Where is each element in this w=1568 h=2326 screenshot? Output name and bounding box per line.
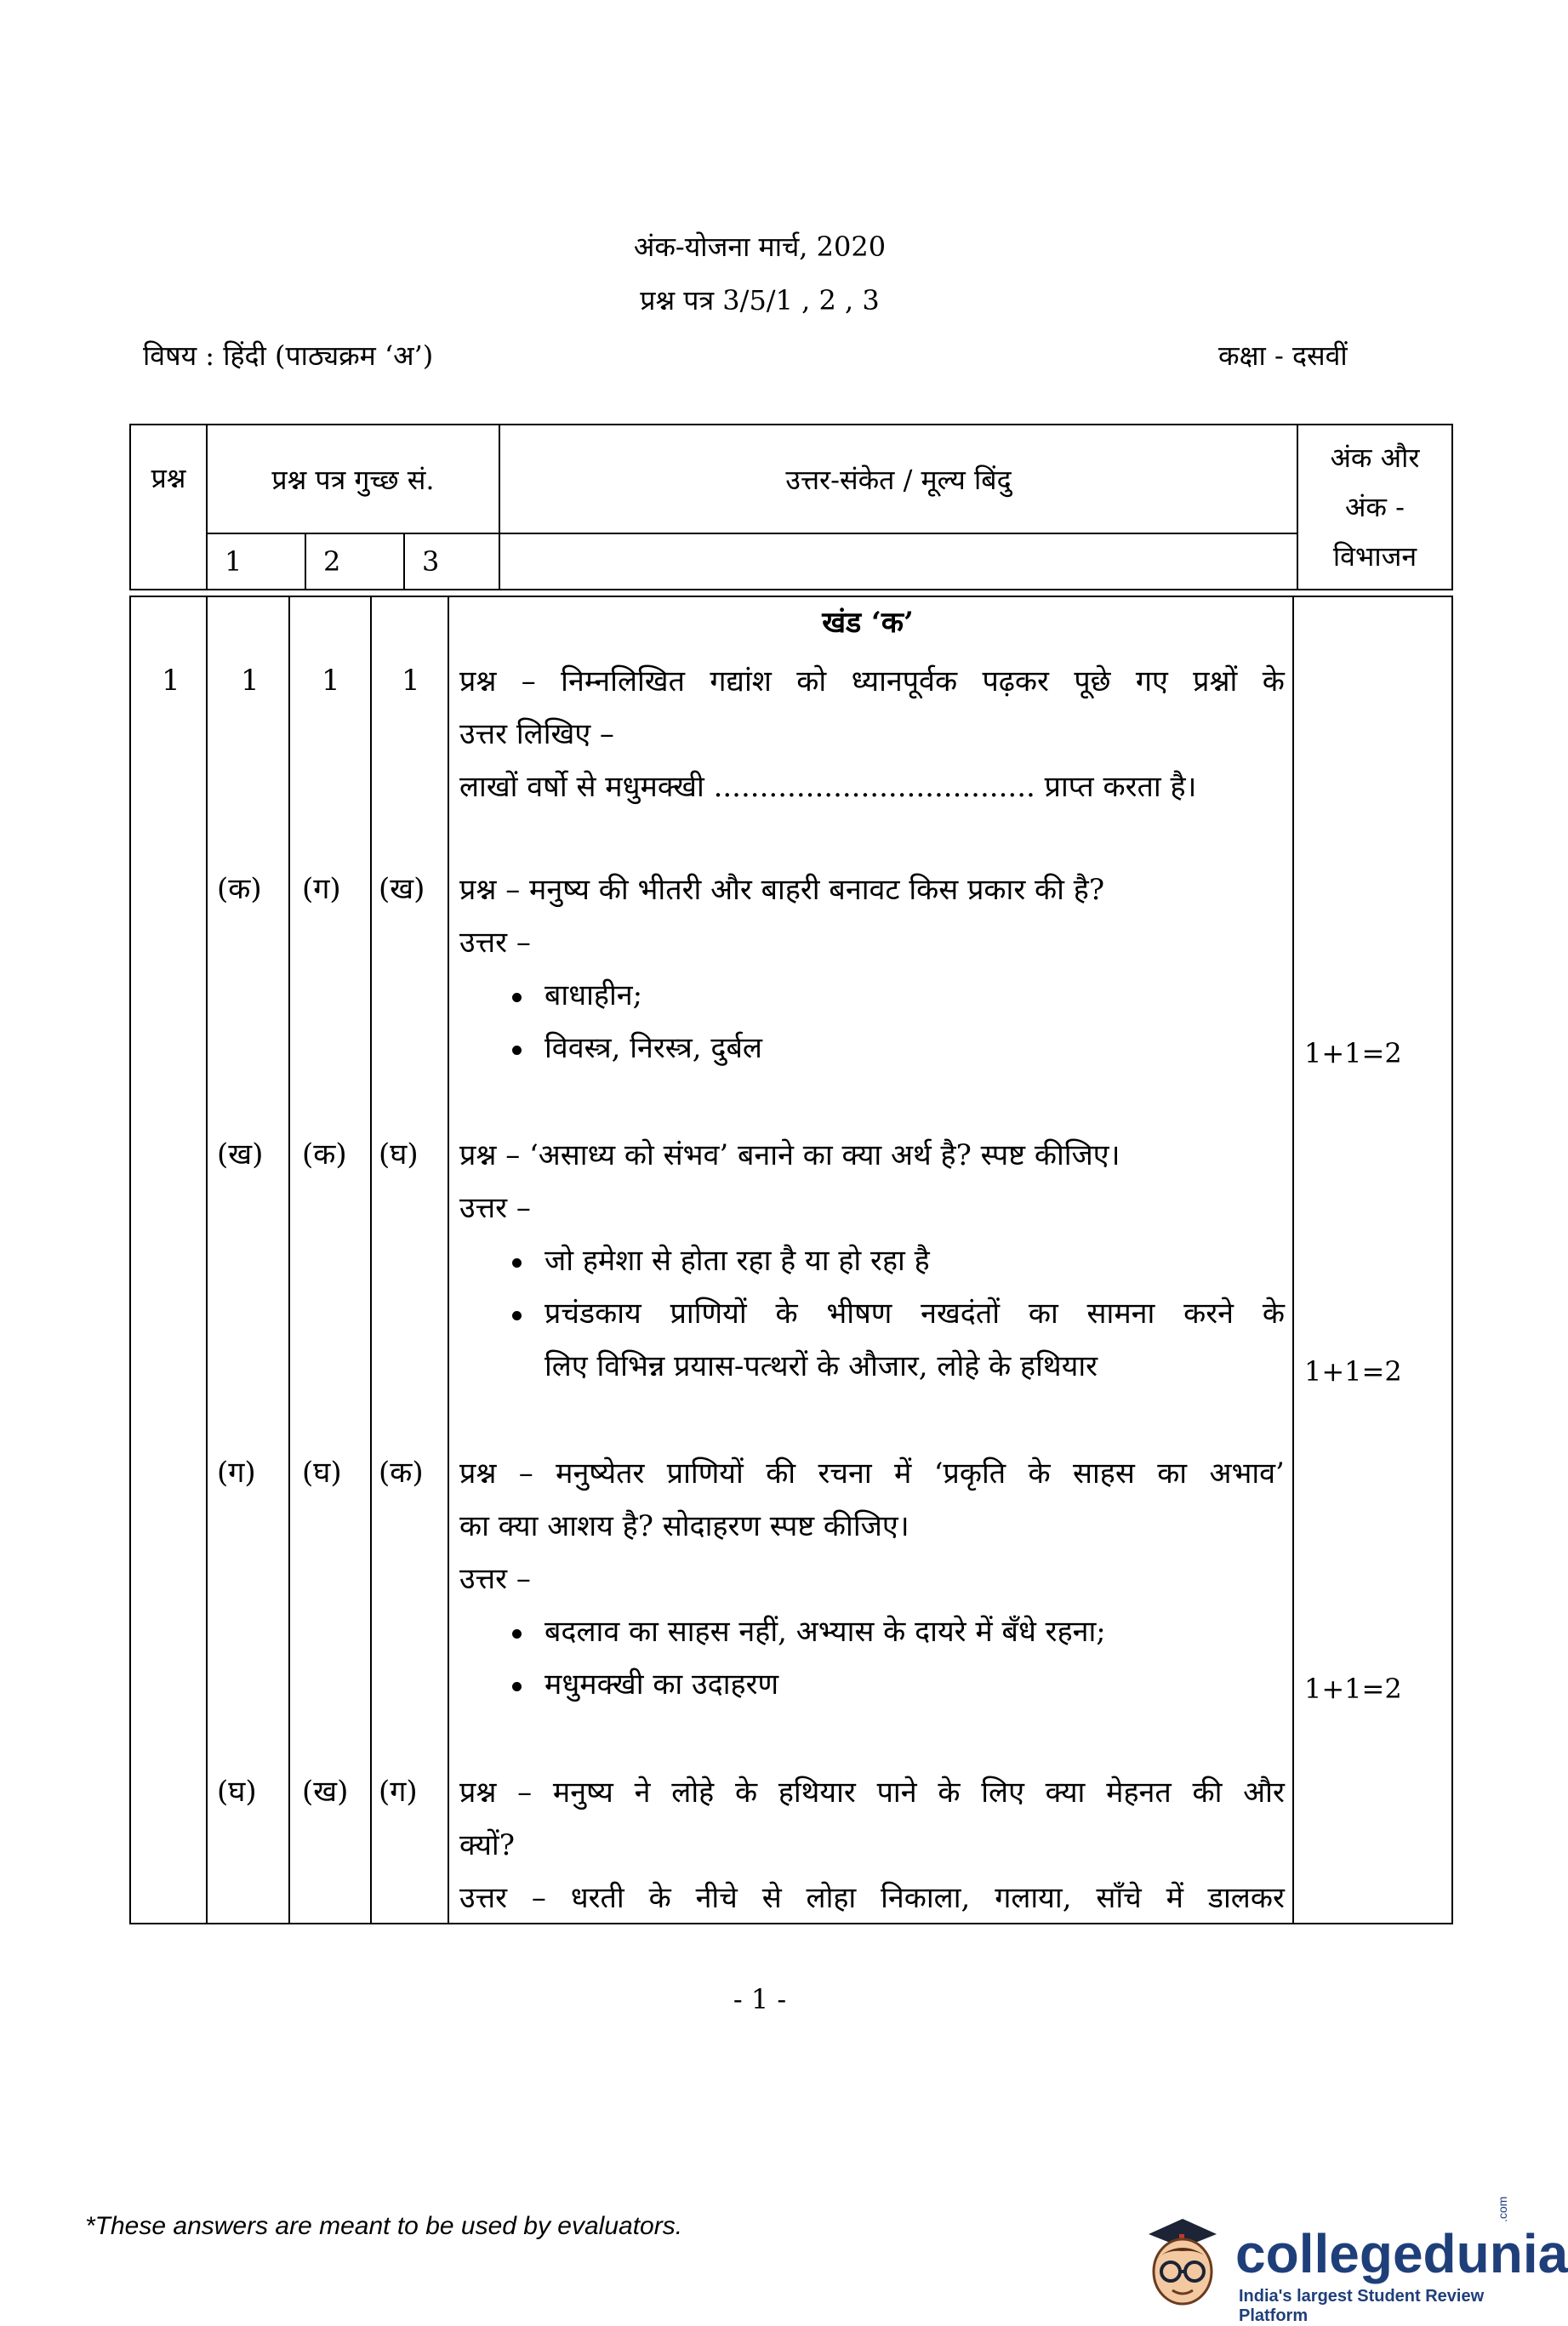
qa-marks: 1+1=2 [1304,1037,1402,1069]
q1-line3: लाखों वर्षो से मधुमक्खी ................................... प्राप्त करता है। [459,770,1197,804]
collegedunia-logo [1123,2196,1568,2325]
qc-question-line2: का क्या आशय है? सोदाहरण स्पष्ट कीजिए। [459,1509,909,1543]
q1-prompt [459,655,1285,813]
qa-set3: (ख) [379,872,425,906]
col-marks [1297,425,1452,590]
qc-question-line1: प्रश्न – मनुष्येतर प्राणियों की रचना में ‘प्रकृति के साहस का अभाव’ [459,1457,1285,1491]
qc-bullet-1: बदलाव का साहस नहीं, अभ्यास के दायरे में बँधे रहना; [459,1605,1285,1658]
set2-number: 1 [322,664,340,698]
page-number: - 1 - [733,1983,787,2015]
qd-set1: (घ) [217,1775,257,1809]
subject: विषय : हिंदी (पाठ्यक्रम ‘अ’) [143,339,434,372]
qa-block [459,864,1285,1075]
qc-marks: 1+1=2 [1304,1673,1402,1705]
col-question: प्रश्न [130,425,207,590]
qd-set2: (ख) [302,1775,349,1809]
set-col-3: 3 [404,533,499,590]
qb-bullet-2-line2: लिए विभिन्न प्रयास-पत्थरों के औजार, लोहे के हथियार [545,1349,1098,1383]
qa-bullet-1: बाधाहीन; [459,969,1285,1022]
qb-set3: (घ) [379,1137,419,1172]
qb-bullet-2-line1: प्रचंडकाय प्राणियों के भीषण नखदंतों का सामना करने के [545,1297,1285,1331]
qb-marks: 1+1=2 [1304,1355,1402,1388]
qd-answer-line: उत्तर – धरती के नीचे से लोहा निकाला, गलाया, साँचे में डालकर [459,1881,1285,1915]
class-label: कक्षा - दसवीं [1218,339,1348,372]
qc-block [459,1447,1285,1711]
section-heading: खंड ‘क’ [822,606,914,640]
qc-set1: (ग) [217,1456,256,1490]
qb-answer-label: उत्तर – [459,1191,531,1225]
col-set: प्रश्न पत्र गुच्छ सं. [207,425,499,533]
qd-set3: (ग) [379,1775,418,1809]
col-answer: उत्तर-संकेत / मूल्य बिंदु [499,425,1297,533]
qa-set1: (क) [217,872,262,906]
set1-number: 1 [241,664,259,698]
col-marks-line1: अंक और [1330,442,1420,474]
qb-question: प्रश्न – ‘असाध्य को संभव’ बनाने का क्या अर्थ है? स्पष्ट कीजिए। [459,1138,1120,1172]
set-col-1: 1 [207,533,305,590]
qc-bullet-2: मधुमक्खी का उदाहरण [459,1658,1285,1711]
col-marks-line2: अंक - [1344,491,1405,523]
paper-code: प्रश्न पत्र 3/5/1 , 2 , 3 [640,284,880,316]
qa-bullet-2: विवस्त्र, निरस्त्र, दुर्बल [459,1022,1285,1075]
logo-suffix: .com [1496,2196,1509,2222]
answer-subheader [499,533,1297,590]
q1-line1: प्रश्न – निम्नलिखित गद्यांश को ध्यानपूर्वक पढ़कर पूछे गए प्रश्नों के [459,664,1285,698]
q1-line2: उत्तर लिखिए – [459,717,614,751]
set3-number: 1 [402,664,420,698]
qd-question-line2: क्यों? [459,1828,515,1862]
evaluator-note: *These answers are meant to be used by evaluators. [85,2212,683,2240]
qb-bullet-2 [459,1287,1285,1393]
qb-bullet-1: जो हमेशा से होता रहा है या हो रहा है [459,1234,1285,1287]
qd-question-line1: प्रश्न – मनुष्य ने लोहे के हथियार पाने के लिए क्या मेहनत की और [459,1776,1285,1810]
set-col-2: 2 [305,533,404,590]
qb-set2: (क) [302,1137,347,1172]
logo-tagline: India's largest Student Review Platform [1239,2287,1485,2325]
qc-set2: (घ) [302,1456,342,1490]
page-title: अंक-योजना मार्च, 2020 [633,231,887,263]
qc-answer-label: उत्तर – [459,1562,531,1596]
qa-set2: (ग) [302,872,341,906]
student-mascot-icon [1132,2210,1234,2317]
qb-block [459,1129,1285,1393]
qa-answer-label: उत्तर – [459,926,531,960]
logo-name: collegedunia [1235,2223,1568,2284]
question-number: 1 [162,664,180,698]
table-header [129,424,1453,590]
qa-question: प्रश्न – मनुष्य की भीतरी और बाहरी बनावट किस प्रकार की है? [459,873,1105,907]
qc-set3: (क) [379,1456,424,1490]
qb-set1: (ख) [217,1137,264,1172]
qd-block [459,1766,1285,1924]
col-marks-line3: विभाजन [1332,540,1417,573]
